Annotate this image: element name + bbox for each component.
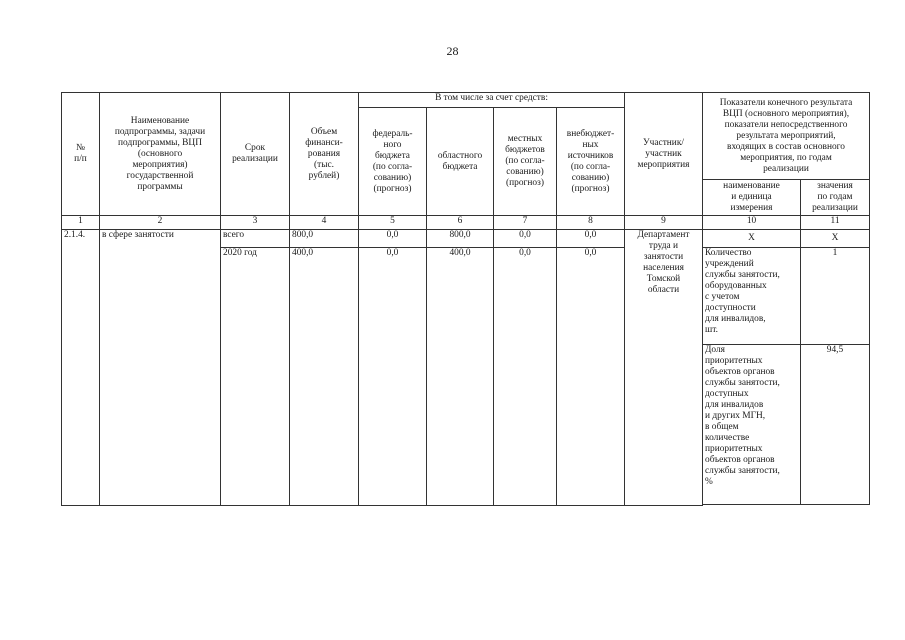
column-numbers-row (62, 216, 870, 230)
header-volume: Объем финанси- рования (тыс. рублей) (290, 93, 359, 216)
header-indicators-group: Показатели конечного результата ВЦП (основного мероприятия), показатели непосредственного результата мероприятий, входящих в состав основного мероприятия, по годам реализации (703, 93, 870, 180)
column-number: 1 (62, 216, 100, 230)
header-federal: федераль- ного бюджета (по согла- сованию) (прогноз) (359, 108, 427, 216)
row-number: 2.1.4. (62, 230, 100, 506)
indicator-name: Доля приоритетных объектов органов службы занятости, доступных для инвалидов и других МГН, в общем количестве приоритетных объектов органов службы занятости, % (703, 345, 801, 505)
row-name: в сфере занятости (100, 230, 221, 506)
header-name: Наименование подпрограммы, задачи подпрограммы, ВЦП (основного мероприятия) государственной программы (100, 93, 221, 216)
row-regional: 400,0 (427, 248, 494, 506)
column-number: 8 (557, 216, 625, 230)
header-term: Срок реализации (221, 93, 290, 216)
column-number: 11 (801, 216, 870, 230)
indicator-value: 1 (801, 248, 870, 345)
header-extra: внебюджет- ных источников (по согла- сованию) (прогноз) (557, 108, 625, 216)
column-number: 5 (359, 216, 427, 230)
page-number: 28 (446, 44, 459, 58)
header-regional: областного бюджета (427, 108, 494, 216)
row-term: 2020 год (221, 248, 290, 506)
indicator-total-name: X (703, 230, 801, 248)
program-table (61, 92, 870, 506)
column-number: 2 (100, 216, 221, 230)
column-number: 3 (221, 216, 290, 230)
indicator-value: 94,5 (801, 345, 870, 505)
column-number: 6 (427, 216, 494, 230)
header-participant: Участник/ участник мероприятия (625, 93, 703, 216)
row-volume: 400,0 (290, 248, 359, 506)
row-extra: 0,0 (557, 248, 625, 506)
indicator-total-value: X (801, 230, 870, 248)
table-row (62, 230, 870, 248)
row-federal: 0,0 (359, 230, 427, 248)
header-sources-group: В том числе за счет средств: (359, 93, 625, 108)
row-local: 0,0 (494, 230, 557, 248)
indicator-name: Количество учреждений службы занятости, оборудованных с учетом доступности для инвалидов, шт. (703, 248, 801, 345)
row-local: 0,0 (494, 248, 557, 506)
column-number: 9 (625, 216, 703, 230)
column-number: 10 (703, 216, 801, 230)
header-indicator-value: значения по годам реализации (801, 180, 870, 216)
row-term: всего (221, 230, 290, 248)
column-number: 4 (290, 216, 359, 230)
row-federal: 0,0 (359, 248, 427, 506)
header-indicator-name: наименование и единица измерения (703, 180, 801, 216)
row-participant: Департамент труда и занятости населения Томской области (625, 230, 703, 506)
header-number: № п/п (62, 93, 100, 216)
row-regional: 800,0 (427, 230, 494, 248)
column-number: 7 (494, 216, 557, 230)
header-local: местных бюджетов (по согла- сованию) (прогноз) (494, 108, 557, 216)
row-extra: 0,0 (557, 230, 625, 248)
row-volume: 800,0 (290, 230, 359, 248)
